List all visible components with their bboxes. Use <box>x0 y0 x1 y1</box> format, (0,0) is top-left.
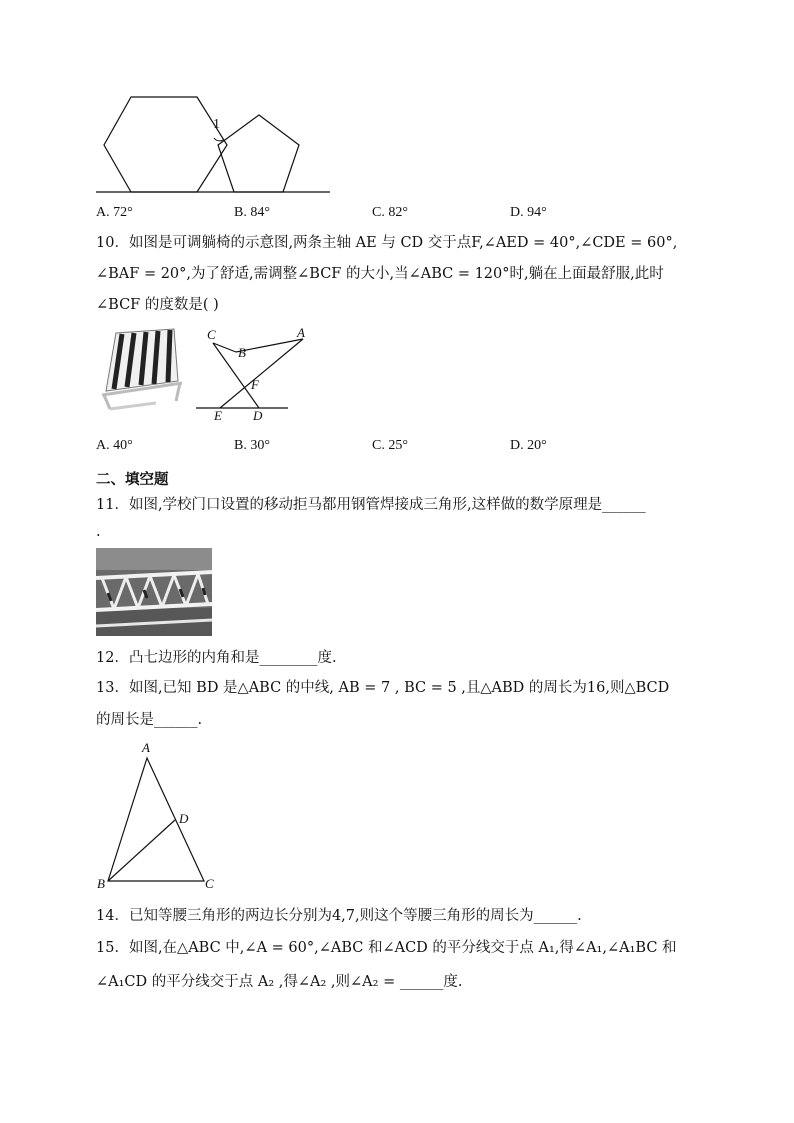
q13-label-b: B <box>97 876 105 891</box>
q12-text: 12．凸七边形的内角和是________度. <box>96 650 337 666</box>
q10-text-line2: ∠BAF = 20°,为了舒适,需调整∠BCF 的大小,当∠ABC = 120°时,躺在上面最舒服,此时 <box>96 266 664 282</box>
q15-text-line1: 15．如图,在△ABC 中,∠A = 60°,∠ABC 和∠ACD 的平分线交于点 A₁,得∠A₁,∠A₁BC 和 <box>96 940 677 956</box>
q10-label-d: D <box>253 408 263 423</box>
q10-option-b: B. 30° <box>234 438 270 453</box>
q13-text-line1: 13．如图,已知 BD 是△ABC 的中线, AB = 7 , BC = 5 ,且△ABD 的周长为16,则△BCD <box>96 680 670 696</box>
q10-option-c: C. 25° <box>372 438 408 453</box>
q10-text-line1: 10．如图是可调躺椅的示意图,两条主轴 AE 与 CD 交于点F,∠AED = 40°,∠CDE = 60°, <box>96 235 678 251</box>
section-title: 二、填空题 <box>96 472 169 488</box>
q10-option-a: A. 40° <box>96 438 133 453</box>
q9-option-b: B. 84° <box>234 205 270 220</box>
q11-text-line2: . <box>96 524 101 540</box>
q13-text-line2: 的周长是______. <box>96 712 203 728</box>
q10-label-b: B <box>238 345 246 360</box>
q13-triangle <box>108 758 204 881</box>
q9-option-a: A. 72° <box>96 205 133 220</box>
q10-text-line3: ∠BCF 的度数是( ) <box>96 297 219 313</box>
q9-angle-label: 1 <box>213 117 220 132</box>
q14-text: 14．已知等腰三角形的两边长分别为4,7,则这个等腰三角形的周长为______. <box>96 908 582 924</box>
q13-label-d: D <box>179 811 189 826</box>
q9-option-d: D. 94° <box>510 205 547 220</box>
q10-option-d: D. 20° <box>510 438 547 453</box>
q13-label-a: A <box>142 740 150 755</box>
q9-option-c: C. 82° <box>372 205 408 220</box>
q10-label-f: F <box>251 377 259 392</box>
q10-label-e: E <box>214 408 222 423</box>
q15-text-line2: ∠A₁CD 的平分线交于点 A₂ ,得∠A₂ ,则∠A₂ = ______度. <box>96 974 463 990</box>
q13-label-c: C <box>205 876 214 891</box>
q10-label-a: A <box>297 325 305 340</box>
q11-text-line1: 11．如图,学校门口设置的移动拒马都用钢管焊接成三角形,这样做的数学原理是______ <box>96 497 646 513</box>
q10-label-c: C <box>207 327 216 342</box>
